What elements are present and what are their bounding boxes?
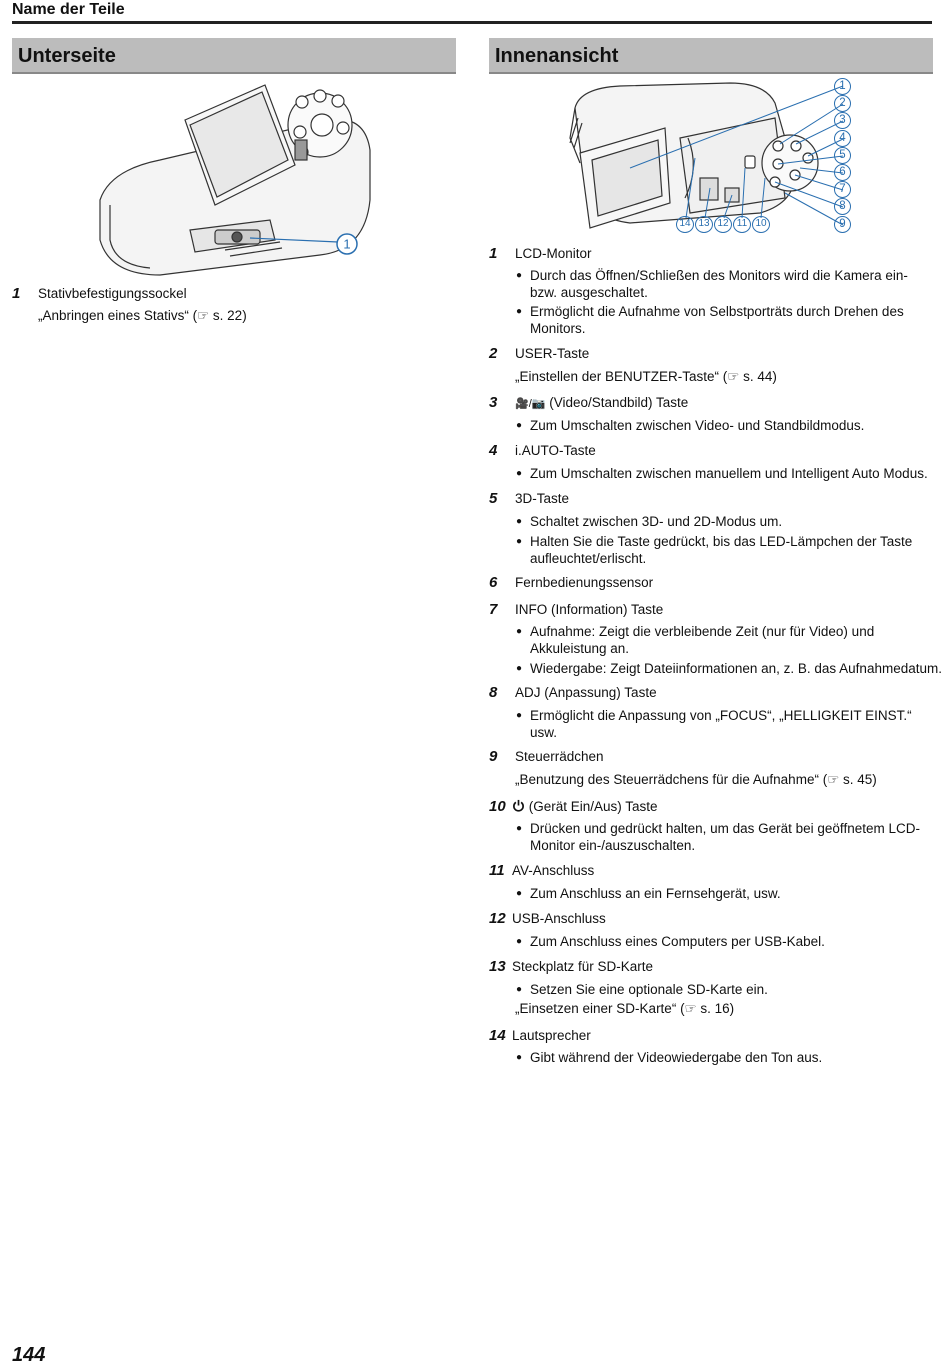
page-reference-link[interactable]: „Anbringen eines Stativs“ (☞ s. 22) xyxy=(38,308,247,323)
bullet-text: ● Ermöglicht die Aufnahme von Selbstporträts durch Drehen des Monitors. xyxy=(530,303,935,337)
item-title: USB-Anschluss xyxy=(512,911,606,926)
item-title: Stativbefestigungssockel xyxy=(38,286,187,301)
bullet-text: ● Zum Anschluss an ein Fernsehgerät, usw. xyxy=(530,885,935,902)
camera-inside-illustration xyxy=(560,78,860,238)
item-title-row xyxy=(515,393,688,414)
item-title: Lautsprecher xyxy=(512,1028,591,1043)
item-title: Fernbedienungssensor xyxy=(515,575,654,590)
section-heading-innenansicht xyxy=(489,38,933,74)
page-number: 144 xyxy=(12,1344,46,1366)
item-title: ADJ (Anpassung) Taste xyxy=(515,685,657,700)
item-title: USER-Taste xyxy=(515,346,590,361)
bullet-text: ● Halten Sie die Taste gedrückt, bis das LED-Lämpchen der Taste aufleuchtet/erlischt. xyxy=(530,533,935,567)
callout-row xyxy=(676,216,776,234)
callout-circle: 3 xyxy=(834,112,851,129)
section-title: Innenansicht xyxy=(495,45,619,67)
item-number: 1 xyxy=(489,245,498,262)
item-number: 6 xyxy=(489,574,498,591)
item-number: 12 xyxy=(489,910,506,927)
item-number: 5 xyxy=(489,490,498,507)
item-number: 9 xyxy=(489,748,498,765)
video-still-icon: 🎥/📷 xyxy=(515,398,546,410)
section-heading-unterseite xyxy=(12,38,456,74)
callout-circle: 4 xyxy=(834,130,851,147)
item-title: Steuerrädchen xyxy=(515,749,604,764)
callout-circle: 8 xyxy=(834,198,851,215)
bullet-text: ● Ermöglicht die Anpassung von „FOCUS“, „HELLIGKEIT EINST.“ usw. xyxy=(530,707,935,741)
bullet-text: ● Setzen Sie eine optionale SD-Karte ein. xyxy=(530,981,935,998)
callout-label: 1 xyxy=(343,236,351,252)
callout-circle: 10 xyxy=(752,216,770,233)
item-number: 10 xyxy=(489,798,506,815)
item-number: 13 xyxy=(489,958,506,975)
item-number: 11 xyxy=(489,862,505,879)
item-title: (Video/Standbild) Taste xyxy=(549,395,689,410)
item-title: Steckplatz für SD-Karte xyxy=(512,959,654,974)
callout-circle: 1 xyxy=(834,78,851,95)
bullet-text: ● Schaltet zwischen 3D- und 2D-Modus um. xyxy=(530,513,935,530)
item-number: 7 xyxy=(489,601,498,618)
page-header xyxy=(12,0,932,24)
callout-circle: 13 xyxy=(695,216,713,233)
bullet-text: ● Wiedergabe: Zeigt Dateiinformationen an, z. B. das Aufnahmedatum. xyxy=(530,660,942,677)
callout-circle: 14 xyxy=(676,216,694,233)
item-title: i.AUTO-Taste xyxy=(515,443,596,458)
bullet-text: ● Zum Umschalten zwischen Video- und Standbildmodus. xyxy=(530,417,935,434)
item-number: 2 xyxy=(489,345,498,362)
item-title-row xyxy=(512,797,658,817)
item-number: 1 xyxy=(12,285,21,302)
item-number: 3 xyxy=(489,394,498,411)
page-reference-link[interactable]: „Einstellen der BENUTZER-Taste“ (☞ s. 44) xyxy=(515,369,777,384)
callout-circle: 5 xyxy=(834,147,851,164)
section-title: Unterseite xyxy=(18,45,116,67)
callout-circle: 12 xyxy=(714,216,732,233)
callout-circle: 9 xyxy=(834,216,851,233)
callout-circle: 2 xyxy=(834,95,851,112)
bullet-text: ● Zum Anschluss eines Computers per USB-Kabel. xyxy=(530,933,935,950)
item-number: 14 xyxy=(489,1027,506,1044)
page-reference-link[interactable]: „Benutzung des Steuerrädchens für die Aufnahme“ (☞ s. 45) xyxy=(515,772,877,787)
item-number: 4 xyxy=(489,442,498,459)
callout-circle: 11 xyxy=(733,216,751,233)
bullet-text: ● Aufnahme: Zeigt die verbleibende Zeit (nur für Video) und Akkuleistung an. xyxy=(530,623,935,657)
item-title: AV-Anschluss xyxy=(512,863,595,878)
item-title: (Gerät Ein/Aus) Taste xyxy=(528,799,658,814)
page-reference-link[interactable]: „Einsetzen einer SD-Karte“ (☞ s. 16) xyxy=(515,1001,735,1016)
power-icon xyxy=(512,799,525,812)
item-title: INFO (Information) Taste xyxy=(515,602,664,617)
page-title: Name der Teile xyxy=(12,1,125,18)
item-title: LCD-Monitor xyxy=(515,246,592,261)
item-title: 3D-Taste xyxy=(515,491,570,506)
callout-circle: 7 xyxy=(834,181,851,198)
bullet-text: ● Durch das Öffnen/Schließen des Monitors wird die Kamera ein- bzw. ausgeschaltet. xyxy=(530,267,935,301)
bullet-text: ● Zum Umschalten zwischen manuellem und Intelligent Auto Modus. xyxy=(530,465,935,482)
item-number: 8 xyxy=(489,684,498,701)
callout-circle xyxy=(335,232,359,256)
bullet-text: ● Gibt während der Videowiedergabe den Ton aus. xyxy=(530,1049,935,1066)
bullet-text: ● Drücken und gedrückt halten, um das Gerät bei geöffnetem LCD-Monitor ein-/auszuschalten. xyxy=(530,820,935,854)
callout-circle: 6 xyxy=(834,164,851,181)
